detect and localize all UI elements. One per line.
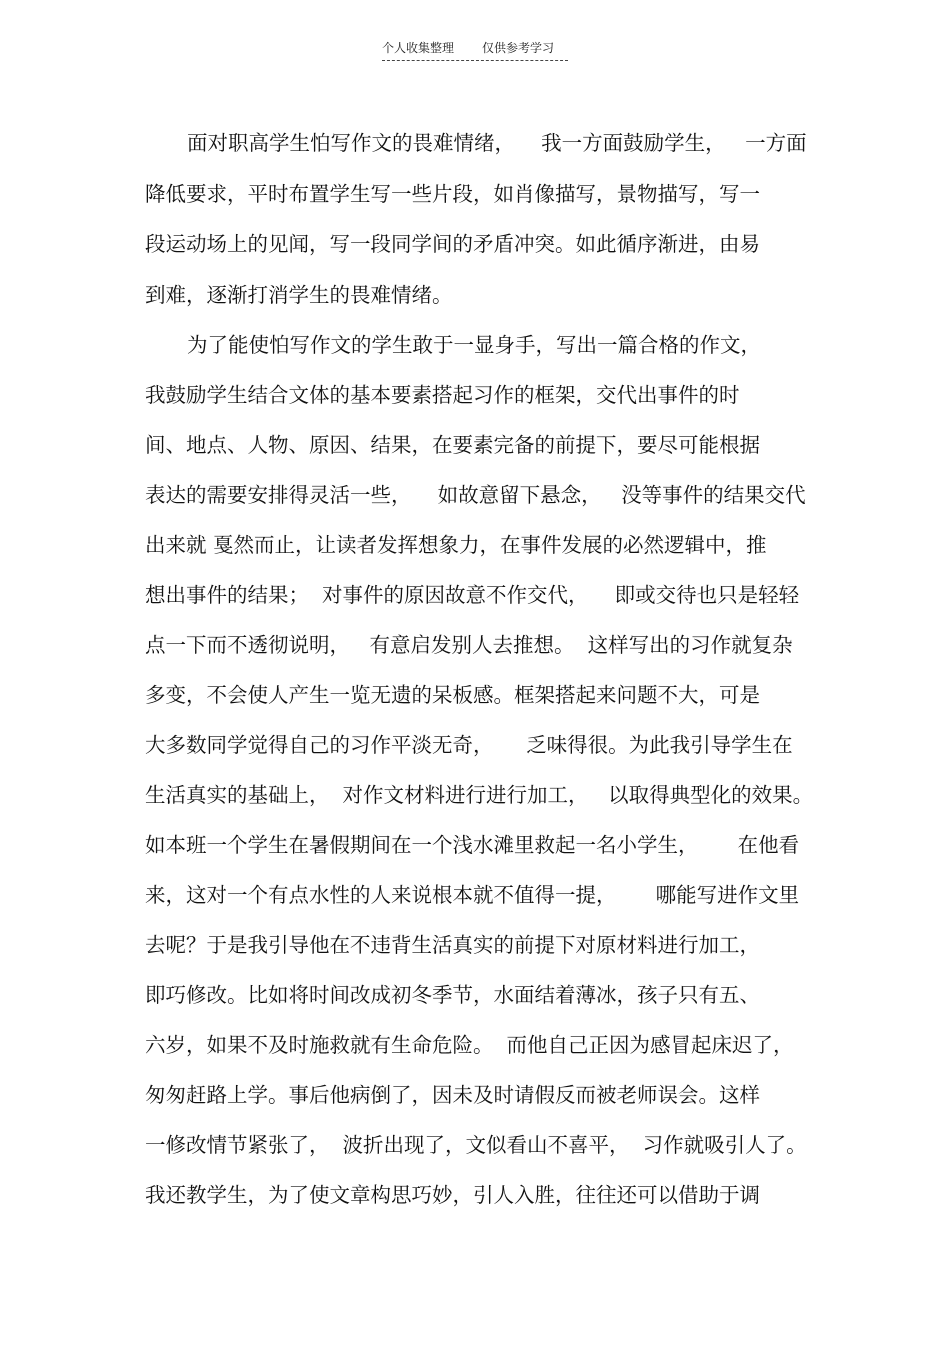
text-line: 来，这对一个有点水性的人来说根本就不值得一提， 哪能写进作文里 — [145, 883, 800, 907]
text-line: 降低要求，平时布置学生写一些片段，如肖像描写，景物描写，写一 — [145, 182, 760, 206]
text-line: 如本班一个学生在暑假期间在一个浅水滩里救起一名小学生， 在他看 — [145, 833, 800, 857]
text-line: 出来就 戛然而止，让读者发挥想象力，在事件发展的必然逻辑中，推 — [145, 533, 767, 557]
text-line: 面对职高学生怕写作文的畏难情绪， 我一方面鼓励学生， 一方面 — [187, 131, 807, 155]
text-line: 即巧修改。比如将时间改成初冬季节，水面结着薄冰，孩子只有五、 — [145, 983, 760, 1007]
text-line: 六岁，如果不及时施救就有生命危险。 而他自己正因为感冒起床迟了， — [145, 1033, 794, 1057]
text-line: 匆匆赶路上学。事后他病倒了，因未及时请假反而被老师误会。这样 — [145, 1083, 760, 1107]
text-line: 大多数同学觉得自己的习作平淡无奇， 乏味得很。为此我引导学生在 — [145, 733, 793, 757]
header-left-text: 个人收集整理 — [382, 41, 455, 55]
text-line: 表达的需要安排得灵活一些， 如故意留下悬念， 没等事件的结果交代 — [145, 483, 806, 507]
text-line: 去呢？于是我引导他在不违背生活真实的前提下对原材料进行加工， — [145, 933, 760, 957]
text-line: 一修改情节紧张了， 波折出现了，文似看山不喜平， 习作就吸引人了。 — [145, 1133, 807, 1157]
text-line: 间、地点、人物、原因、结果，在要素完备的前提下，要尽可能根据 — [145, 433, 760, 457]
text-line: 点一下而不透彻说明， 有意启发别人去推想。 这样写出的习作就复杂 — [145, 633, 793, 657]
text-line: 多变，不会使人产生一览无遗的呆板感。框架搭起来问题不大，可是 — [145, 683, 760, 707]
text-line: 到难，逐渐打消学生的畏难情绪。 — [145, 283, 453, 307]
text-line: 段运动场上的见闻，写一段同学间的矛盾冲突。如此循序渐进，由易 — [145, 232, 760, 256]
text-line: 我还教学生，为了使文章构思巧妙，引人入胜，往往还可以借助于调 — [145, 1183, 760, 1207]
text-line: 生活真实的基础上， 对作文材料进行进行加工， 以取得典型化的效果。 — [145, 783, 814, 807]
header-right-text: 仅供参考学习 — [482, 41, 555, 55]
text-line: 我鼓励学生结合文体的基本要素搭起习作的框架，交代出事件的时 — [145, 383, 740, 407]
text-line: 想出事件的结果； 对事件的原因故意不作交代， 即或交待也只是轻轻 — [145, 583, 800, 607]
page-header — [382, 40, 568, 61]
text-line: 为了能使怕写作文的学生敢于一显身手，写出一篇合格的作文， — [187, 333, 761, 357]
